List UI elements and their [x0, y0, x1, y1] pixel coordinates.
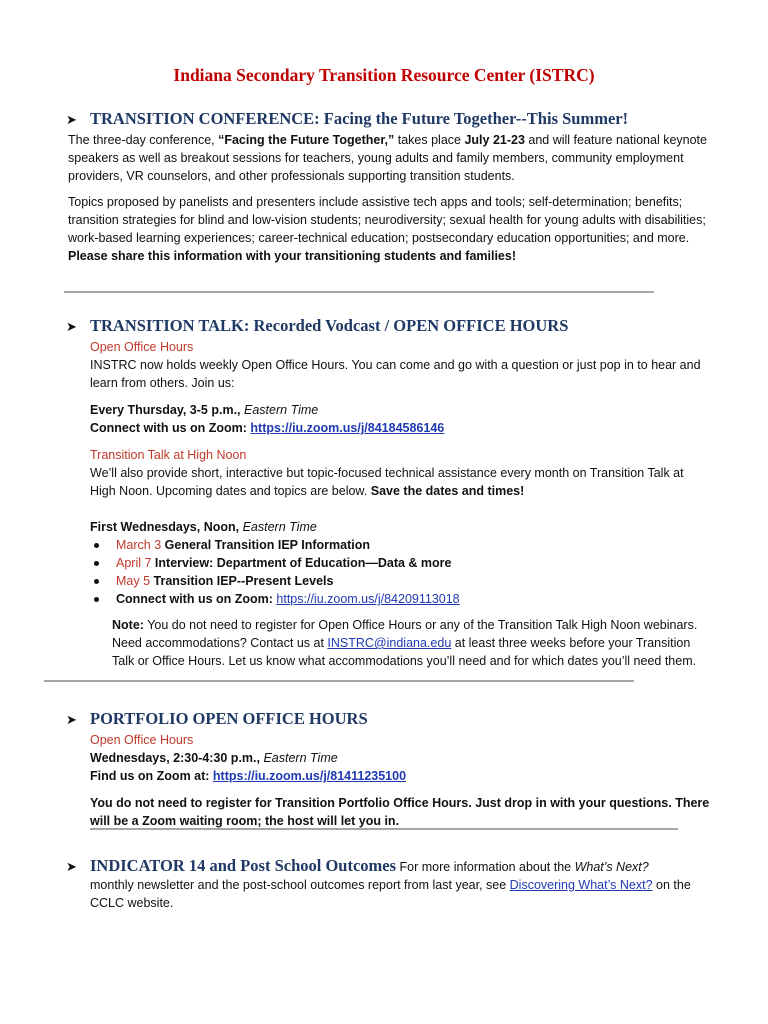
- talk-body: [90, 338, 710, 670]
- conference-topics: Topics proposed by panelists and presenters include assistive tech apps and tools; self-determination; benefits; transition strategies for blind and low-vision students; neurodiversity; sexual health for young adults with disabilities; work-based learning experiences; career-technical education; postsecondary education opportunities; and more.: [68, 195, 706, 245]
- topic-title: Interview: Department of Education—Data & more: [154, 556, 452, 570]
- office-hours-description: INSTRC now holds weekly Open Office Hours. You can come and go with a question or just pop in to hear and learn from others. Join us:: [90, 358, 701, 390]
- intro-text: and will feature national keynote speakers as well as breakout sessions for teachers, young adults and family members, community employment providers, VR counselors, and other professionals supporting transition students.: [68, 133, 707, 183]
- topic-date: March 3: [116, 538, 162, 552]
- noon-timezone: Eastern Time: [242, 520, 317, 534]
- noon-topics-list: [90, 536, 710, 608]
- connect-label: Connect with us on Zoom:: [116, 592, 277, 606]
- portfolio-heading-text: PORTFOLIO OPEN OFFICE HOURS: [90, 709, 368, 728]
- schedule-timezone: Eastern Time: [244, 403, 319, 417]
- discovering-whats-next-link[interactable]: Discovering What’s Next?: [509, 878, 653, 892]
- noon-text: We’ll also provide short, interactive but topic-focused technical assistance every month on Transition Talk at High Noon. Upcoming dates and topics are below.: [90, 466, 684, 498]
- note-text: at least three weeks before your Transition Talk or Office Hours. Let us know what accommodations you’ll need and for which dates you’ll need them.: [112, 636, 697, 668]
- indicator-inline-text: For more information about the: [396, 860, 575, 874]
- newsletter-name: What’s Next?: [574, 860, 649, 874]
- noon-label: Transition Talk at High Noon: [90, 448, 247, 462]
- connect-label: Connect with us on Zoom:: [90, 421, 251, 435]
- list-item: [90, 536, 710, 554]
- conference-heading-text: TRANSITION CONFERENCE: Facing the Future Together--This Summer!: [90, 109, 629, 128]
- divider: [64, 291, 654, 293]
- topic-date: May 5: [116, 574, 151, 588]
- portfolio-schedule: [90, 749, 710, 767]
- conference-name: “Facing the Future Together,”: [218, 133, 395, 147]
- noon-zoom-link[interactable]: https://iu.zoom.us/j/84209113018: [276, 592, 460, 606]
- note-label: Note:: [112, 618, 144, 632]
- conference-intro: [68, 131, 708, 185]
- topic-title: Transition IEP--Present Levels: [153, 574, 334, 588]
- topic-date: April 7: [116, 556, 152, 570]
- portfolio-heading: [66, 708, 728, 732]
- registration-note: [90, 616, 710, 670]
- office-hours-schedule: [90, 401, 710, 419]
- noon-save-dates: Save the dates and times!: [370, 484, 525, 498]
- office-hours-label: Open Office Hours: [90, 340, 194, 354]
- portfolio-find: [90, 767, 710, 785]
- list-item: [90, 554, 710, 572]
- topic-title: General Transition IEP Information: [164, 538, 371, 552]
- office-hours-connect: [90, 419, 710, 437]
- office-hours-zoom-link[interactable]: https://iu.zoom.us/j/84184586146: [250, 421, 445, 435]
- conference-dates: July 21-23: [464, 133, 525, 147]
- conference-body: [68, 131, 708, 265]
- list-item: [90, 572, 710, 590]
- noon-schedule: [90, 518, 710, 536]
- arrowhead-icon: ➤: [66, 860, 77, 875]
- indicator-text: on the CCLC website.: [90, 878, 691, 910]
- talk-heading: [66, 315, 728, 339]
- contact-email-link[interactable]: INSTRC@indiana.edu: [327, 636, 452, 650]
- schedule-timezone: Eastern Time: [263, 751, 338, 765]
- arrowhead-icon: ➤: [66, 713, 77, 728]
- noon-description: [90, 464, 710, 500]
- schedule-day-time: Every Thursday, 3-5 p.m.,: [90, 403, 241, 417]
- conference-heading: [66, 108, 728, 132]
- portfolio-zoom-link[interactable]: https://iu.zoom.us/j/81411235100: [212, 769, 407, 783]
- divider: [44, 680, 634, 682]
- divider: [90, 828, 678, 830]
- noon-day-time: First Wednesdays, Noon,: [90, 520, 240, 534]
- schedule-day-time: Wednesdays, 2:30-4:30 p.m.,: [90, 751, 260, 765]
- find-label: Find us on Zoom at:: [90, 769, 213, 783]
- portfolio-body: [90, 731, 710, 830]
- portfolio-note: You do not need to register for Transition Portfolio Office Hours. Just drop in with your questions. There will be a Zoom waiting room; the host will let you in.: [90, 796, 710, 828]
- arrowhead-icon: ➤: [66, 320, 77, 335]
- intro-text: The three-day conference,: [68, 133, 219, 147]
- indicator-heading-text: INDICATOR 14 and Post School Outcomes: [90, 856, 397, 875]
- conference-share: Please share this information with your transitioning students and families!: [68, 249, 516, 263]
- note-text: You do not need to register for Open Office Hours or any of the Transition Talk High Noon webinars. Need accommodations? Contact us at: [112, 618, 698, 650]
- talk-heading-text: TRANSITION TALK: Recorded Vodcast / OPEN OFFICE HOURS: [90, 316, 569, 335]
- indicator-description: [90, 876, 710, 912]
- arrowhead-icon: ➤: [66, 113, 77, 128]
- page-title: Indiana Secondary Transition Resource Center (ISTRC): [173, 65, 595, 85]
- indicator-body: [90, 876, 710, 912]
- indicator-text: monthly newsletter and the post-school outcomes report from last year, see: [90, 878, 510, 892]
- indicator-inline: [396, 860, 649, 874]
- intro-text: takes place: [394, 133, 465, 147]
- portfolio-office-label: Open Office Hours: [90, 733, 194, 747]
- list-item: [90, 590, 710, 608]
